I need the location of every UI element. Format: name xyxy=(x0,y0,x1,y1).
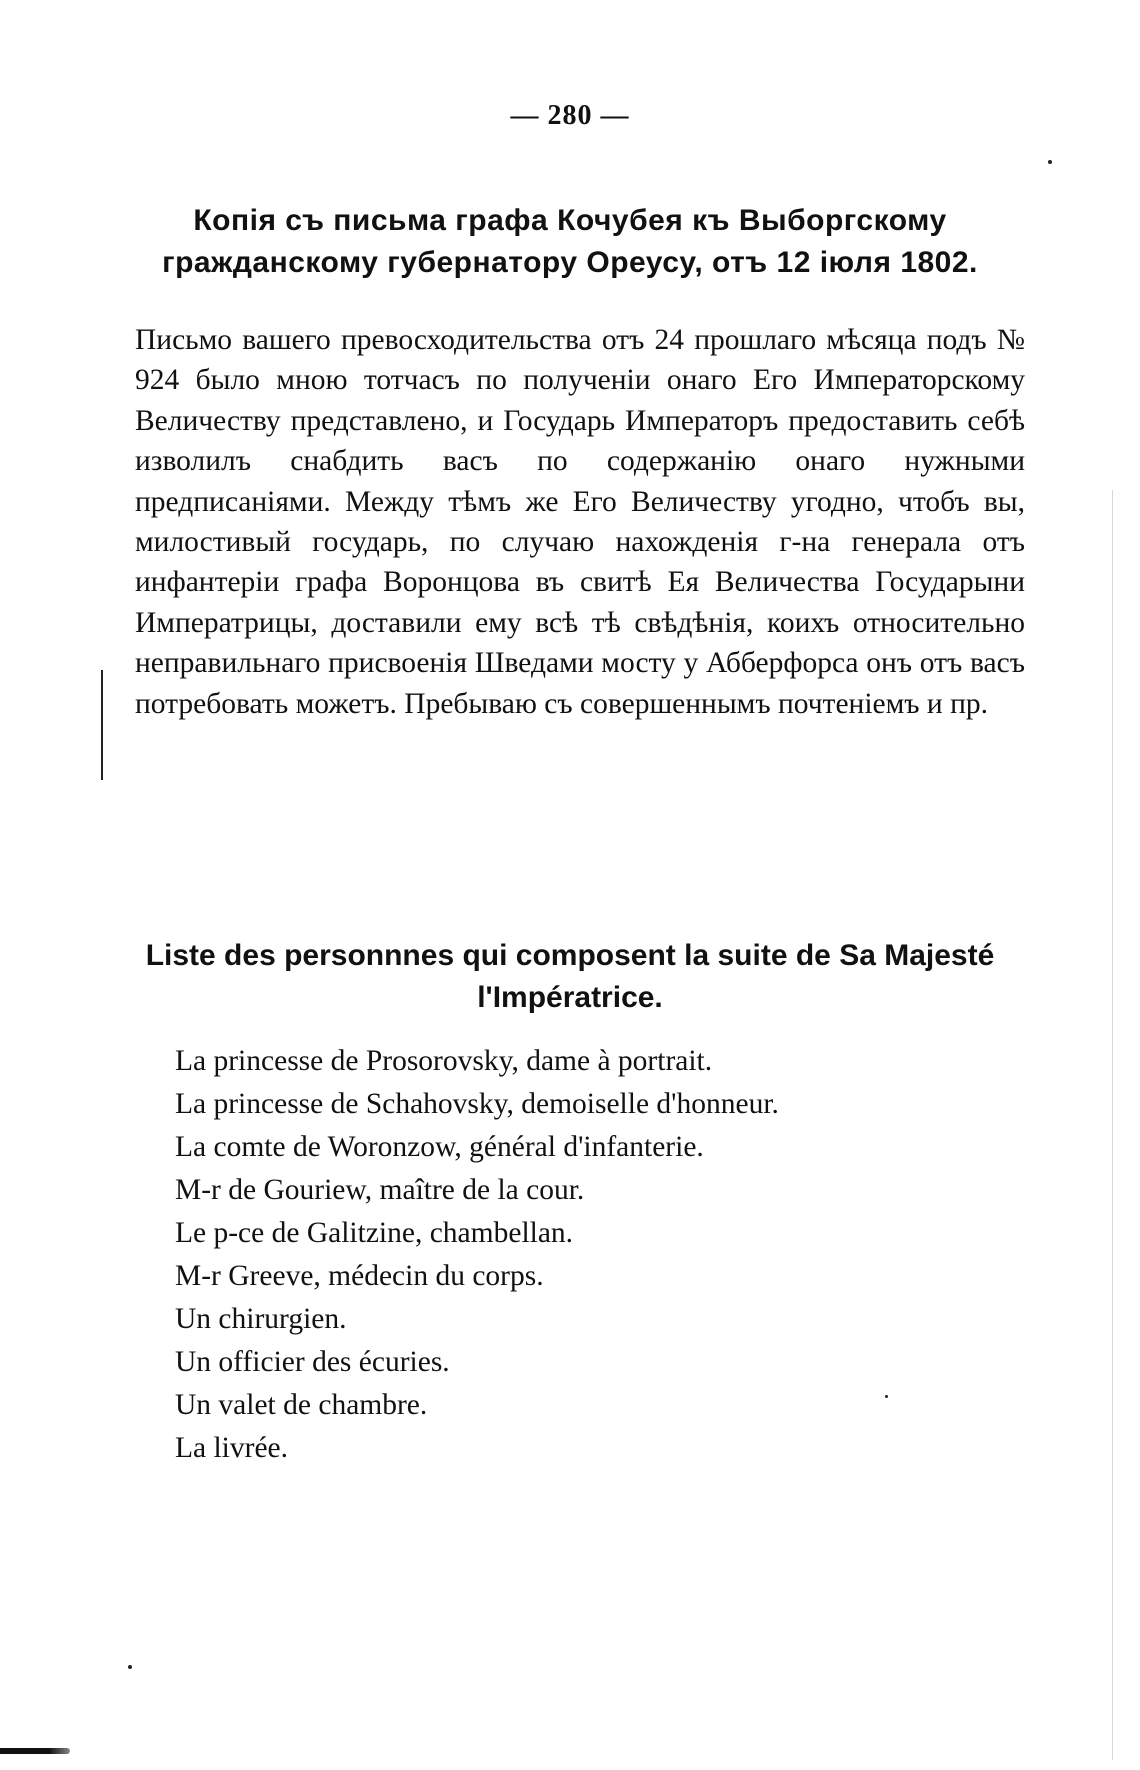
list-item: Un chirurgien. xyxy=(175,1303,347,1335)
list-item: La comte de Woronzow, général d'infanterie. xyxy=(175,1131,704,1163)
list-item: La livrée. xyxy=(175,1432,289,1464)
list-item: Le p-ce de Galitzine, chambellan. xyxy=(175,1217,574,1249)
letter-heading: Копія съ письма графа Кочубея къ Выборгскому гражданскому губернатору Ореусу, отъ 12 іюля 1802. xyxy=(162,204,978,279)
list-item: Un officier des écuries. xyxy=(175,1346,450,1378)
list-item: Un valet de chambre. xyxy=(175,1389,428,1421)
suite-list-heading: Liste des personnnes qui composent la suite de Sa Majesté l'Impératrice. xyxy=(145,939,995,1014)
suite-list xyxy=(175,1040,1025,1470)
letter-body: Письмо вашего превосходительства отъ 24 прошлаго мѣсяца подъ № 924 было мною тотчасъ по полученіи онаго Его Императорскому Величеству представлено, и Государь Императоръ предоставить себѣ изволилъ снабдить васъ по содержанію онаго нужными предписаніями. Между тѣмъ же Его Величеству угодно, чтобъ вы, милостивый государь, по случаю нахожденія г-на генерала отъ инфантеріи графа Воронцова въ свитѣ Ея Величества Государыни Императрицы, доставили ему всѣ тѣ свѣдѣнія, коихъ относительно неправильнаго присвоенія Шведами мосту у Абберфорса онъ отъ васъ потребовать можетъ. Пребываю съ совершеннымъ почтеніемъ и пр. xyxy=(135,324,1025,720)
corner-mark xyxy=(0,1748,70,1754)
scan-speck xyxy=(885,1395,888,1398)
scan-speck xyxy=(1048,160,1052,164)
list-item: M-r Greeve, médecin du corps. xyxy=(175,1260,544,1292)
margin-mark xyxy=(101,670,103,780)
list-item: La princesse de Schahovsky, demoiselle d'honneur. xyxy=(175,1088,779,1120)
scan-speck xyxy=(128,1665,132,1669)
list-item: La princesse de Prosorovsky, dame à portrait. xyxy=(175,1045,713,1077)
list-item: M-r de Gouriew, maître de la cour. xyxy=(175,1174,585,1206)
page-number: — 280 — xyxy=(510,100,630,131)
page-edge-line xyxy=(1112,490,1113,1760)
